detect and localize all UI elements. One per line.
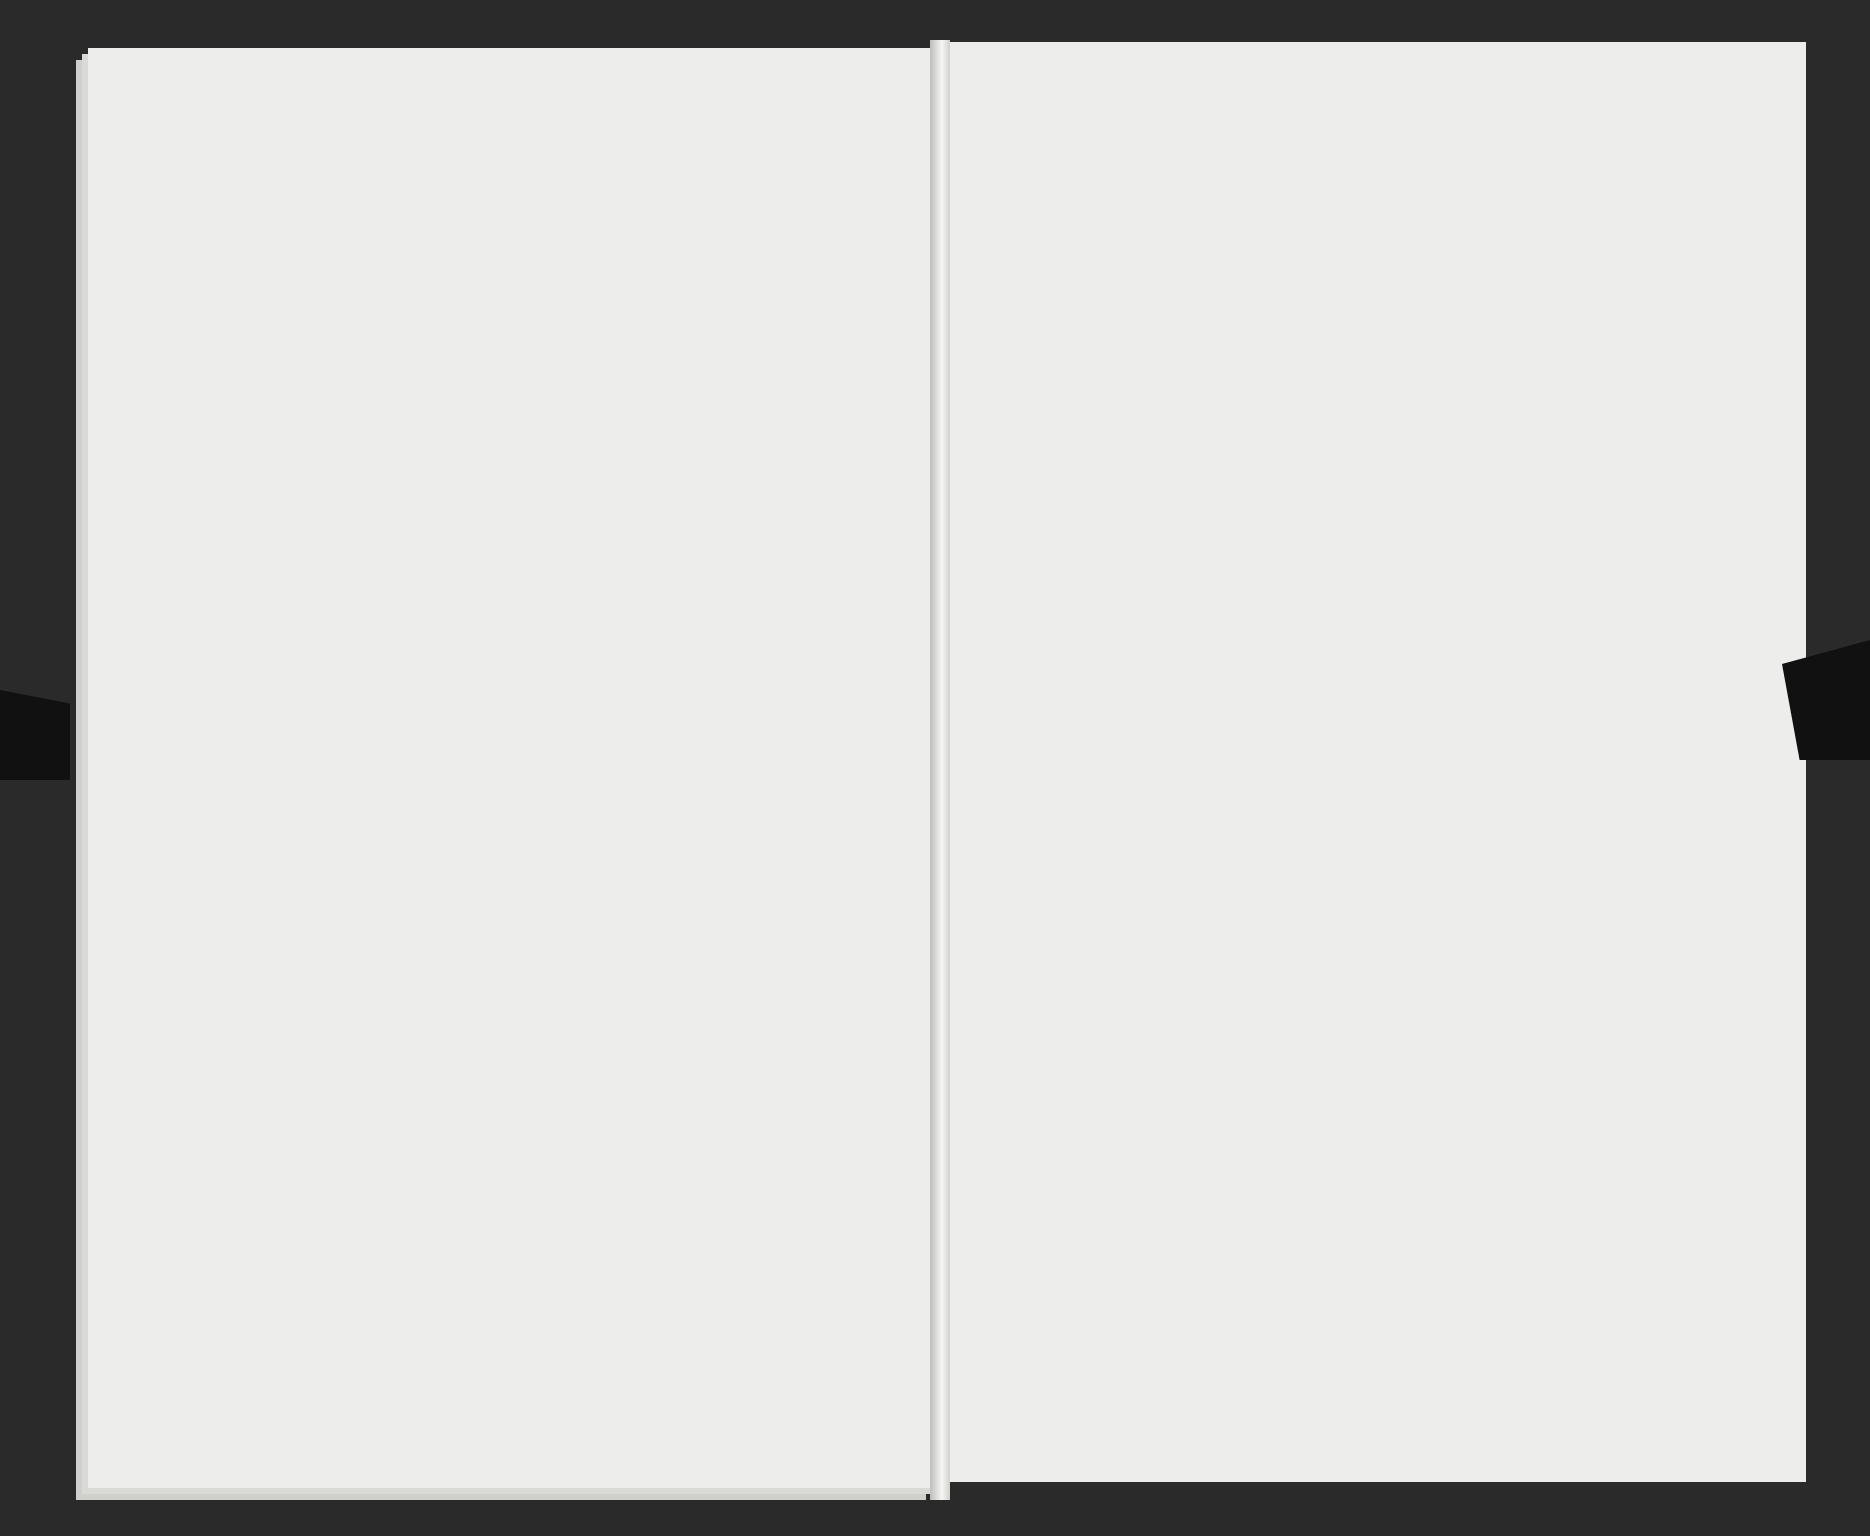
binder-clip-left [0,690,70,780]
book-spine [930,40,950,1500]
right-page [948,42,1806,1482]
left-page [88,48,938,1488]
